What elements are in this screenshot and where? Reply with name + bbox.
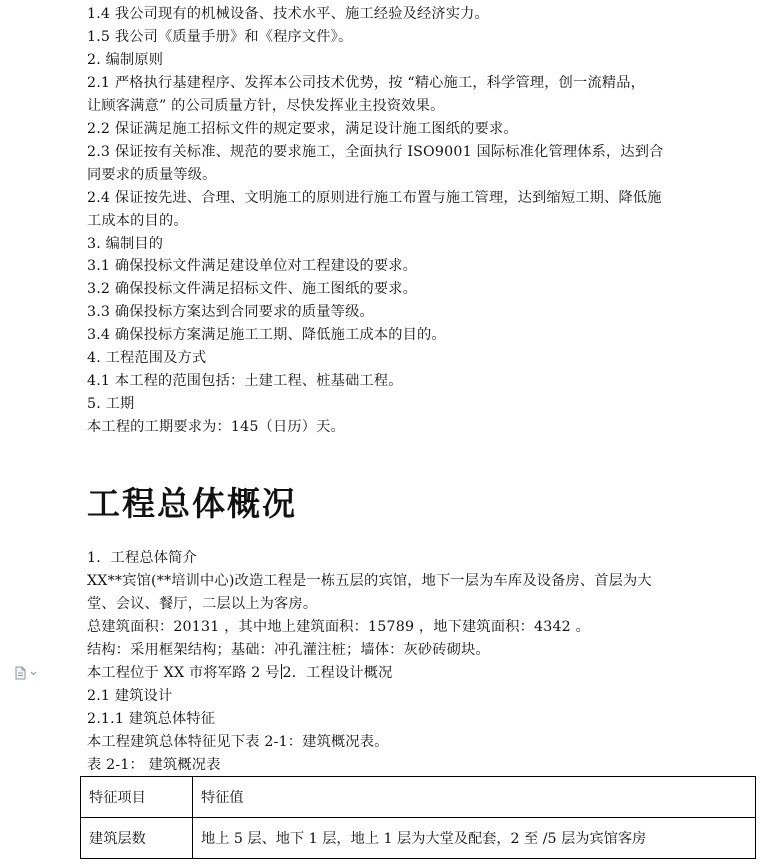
text-line: 2.2 保证满足施工招标文件的规定要求，满足设计施工图纸的要求。 <box>87 120 518 137</box>
text-line: 1.5 我公司《质量手册》和《程序文件》。 <box>87 28 353 45</box>
location-text: 本工程位于 XX 市将军路 2 号 <box>87 665 280 681</box>
design-overview-text: 2．工程设计概况 <box>282 665 393 681</box>
text-line: 结构：采用框架结构；基础：冲孔灌注桩；墙体：灰砂砖砌块。 <box>87 642 490 658</box>
paste-options-icon[interactable] <box>14 666 42 680</box>
table-cell: 建筑层数 <box>81 818 193 859</box>
table-row <box>81 818 756 859</box>
text-line: 3.3 确保投标方案达到合同要求的质量等级。 <box>87 304 374 321</box>
text-line: 表 2-1： 建筑概况表 <box>87 757 221 773</box>
section-heading: 工程总体概况 <box>87 484 297 523</box>
text-line: 3.1 确保投标文件满足建设单位对工程建设的要求。 <box>87 258 418 275</box>
text-cursor <box>281 664 282 679</box>
text-line: 1．工程总体简介 <box>87 550 197 566</box>
text-line: 4.1 本工程的范围包括：土建工程、桩基础工程。 <box>87 373 403 390</box>
text-line: 4. 工程范围及方式 <box>87 350 207 367</box>
text-line: 3. 编制目的 <box>87 235 164 252</box>
text-line: XX**宾馆(**培训中心)改造工程是一栋五层的宾馆，地下一层为车库及设备房、首层为大 <box>87 573 652 589</box>
text-line: 3.4 确保投标方案满足施工工期、降低施工成本的目的。 <box>87 327 446 344</box>
text-line: 总建筑面积：20131 ，其中地上建筑面积：15789 ，地下建筑面积：4342 。 <box>87 619 590 635</box>
building-overview-table <box>80 776 756 859</box>
text-line: 2. 编制原则 <box>87 51 164 68</box>
text-line: 工成本的目的。 <box>87 212 188 229</box>
text-line: 3.2 确保投标文件满足招标文件、施工图纸的要求。 <box>87 281 418 298</box>
text-line: 5. 工期 <box>87 396 135 413</box>
text-line: 堂、会议、餐厅，二层以上为客房。 <box>87 596 318 612</box>
table-header-row <box>81 777 756 818</box>
table-cell: 地上 5 层、地下 1 层，地上 1 层为大堂及配套，2 至 /5 层为宾馆客房 <box>193 818 756 859</box>
location-line[interactable] <box>87 662 700 685</box>
text-line: 同要求的质量等级。 <box>87 166 217 183</box>
table-header-cell: 特征项目 <box>81 777 193 818</box>
text-line: 2.1 严格执行基建程序、发挥本公司技术优势，按 “精心施工，科学管理，创一流精品， <box>87 74 645 91</box>
text-line: 让顾客满意” 的公司质量方针，尽快发挥业主投资效果。 <box>87 97 445 114</box>
text-line: 2.3 保证按有关标准、规范的要求施工，全面执行 ISO9001 国际标准化管理体系，达到合 <box>87 143 664 160</box>
text-line: 2.1 建筑设计 <box>87 688 173 704</box>
text-line: 1.4 我公司现有的机械设备、技术水平、施工经验及经济实力。 <box>87 6 489 22</box>
table-header-cell: 特征值 <box>193 777 756 818</box>
text-line: 2.1.1 建筑总体特征 <box>87 711 216 727</box>
text-line: 本工程的工期要求为：145（日历）天。 <box>87 419 345 436</box>
text-line: 本工程建筑总体特征见下表 2-1：建筑概况表。 <box>87 734 389 750</box>
text-line: 2.4 保证按先进、合理、文明施工的原则进行施工布置与施工管理，达到缩短工期、降低施 <box>87 189 662 206</box>
